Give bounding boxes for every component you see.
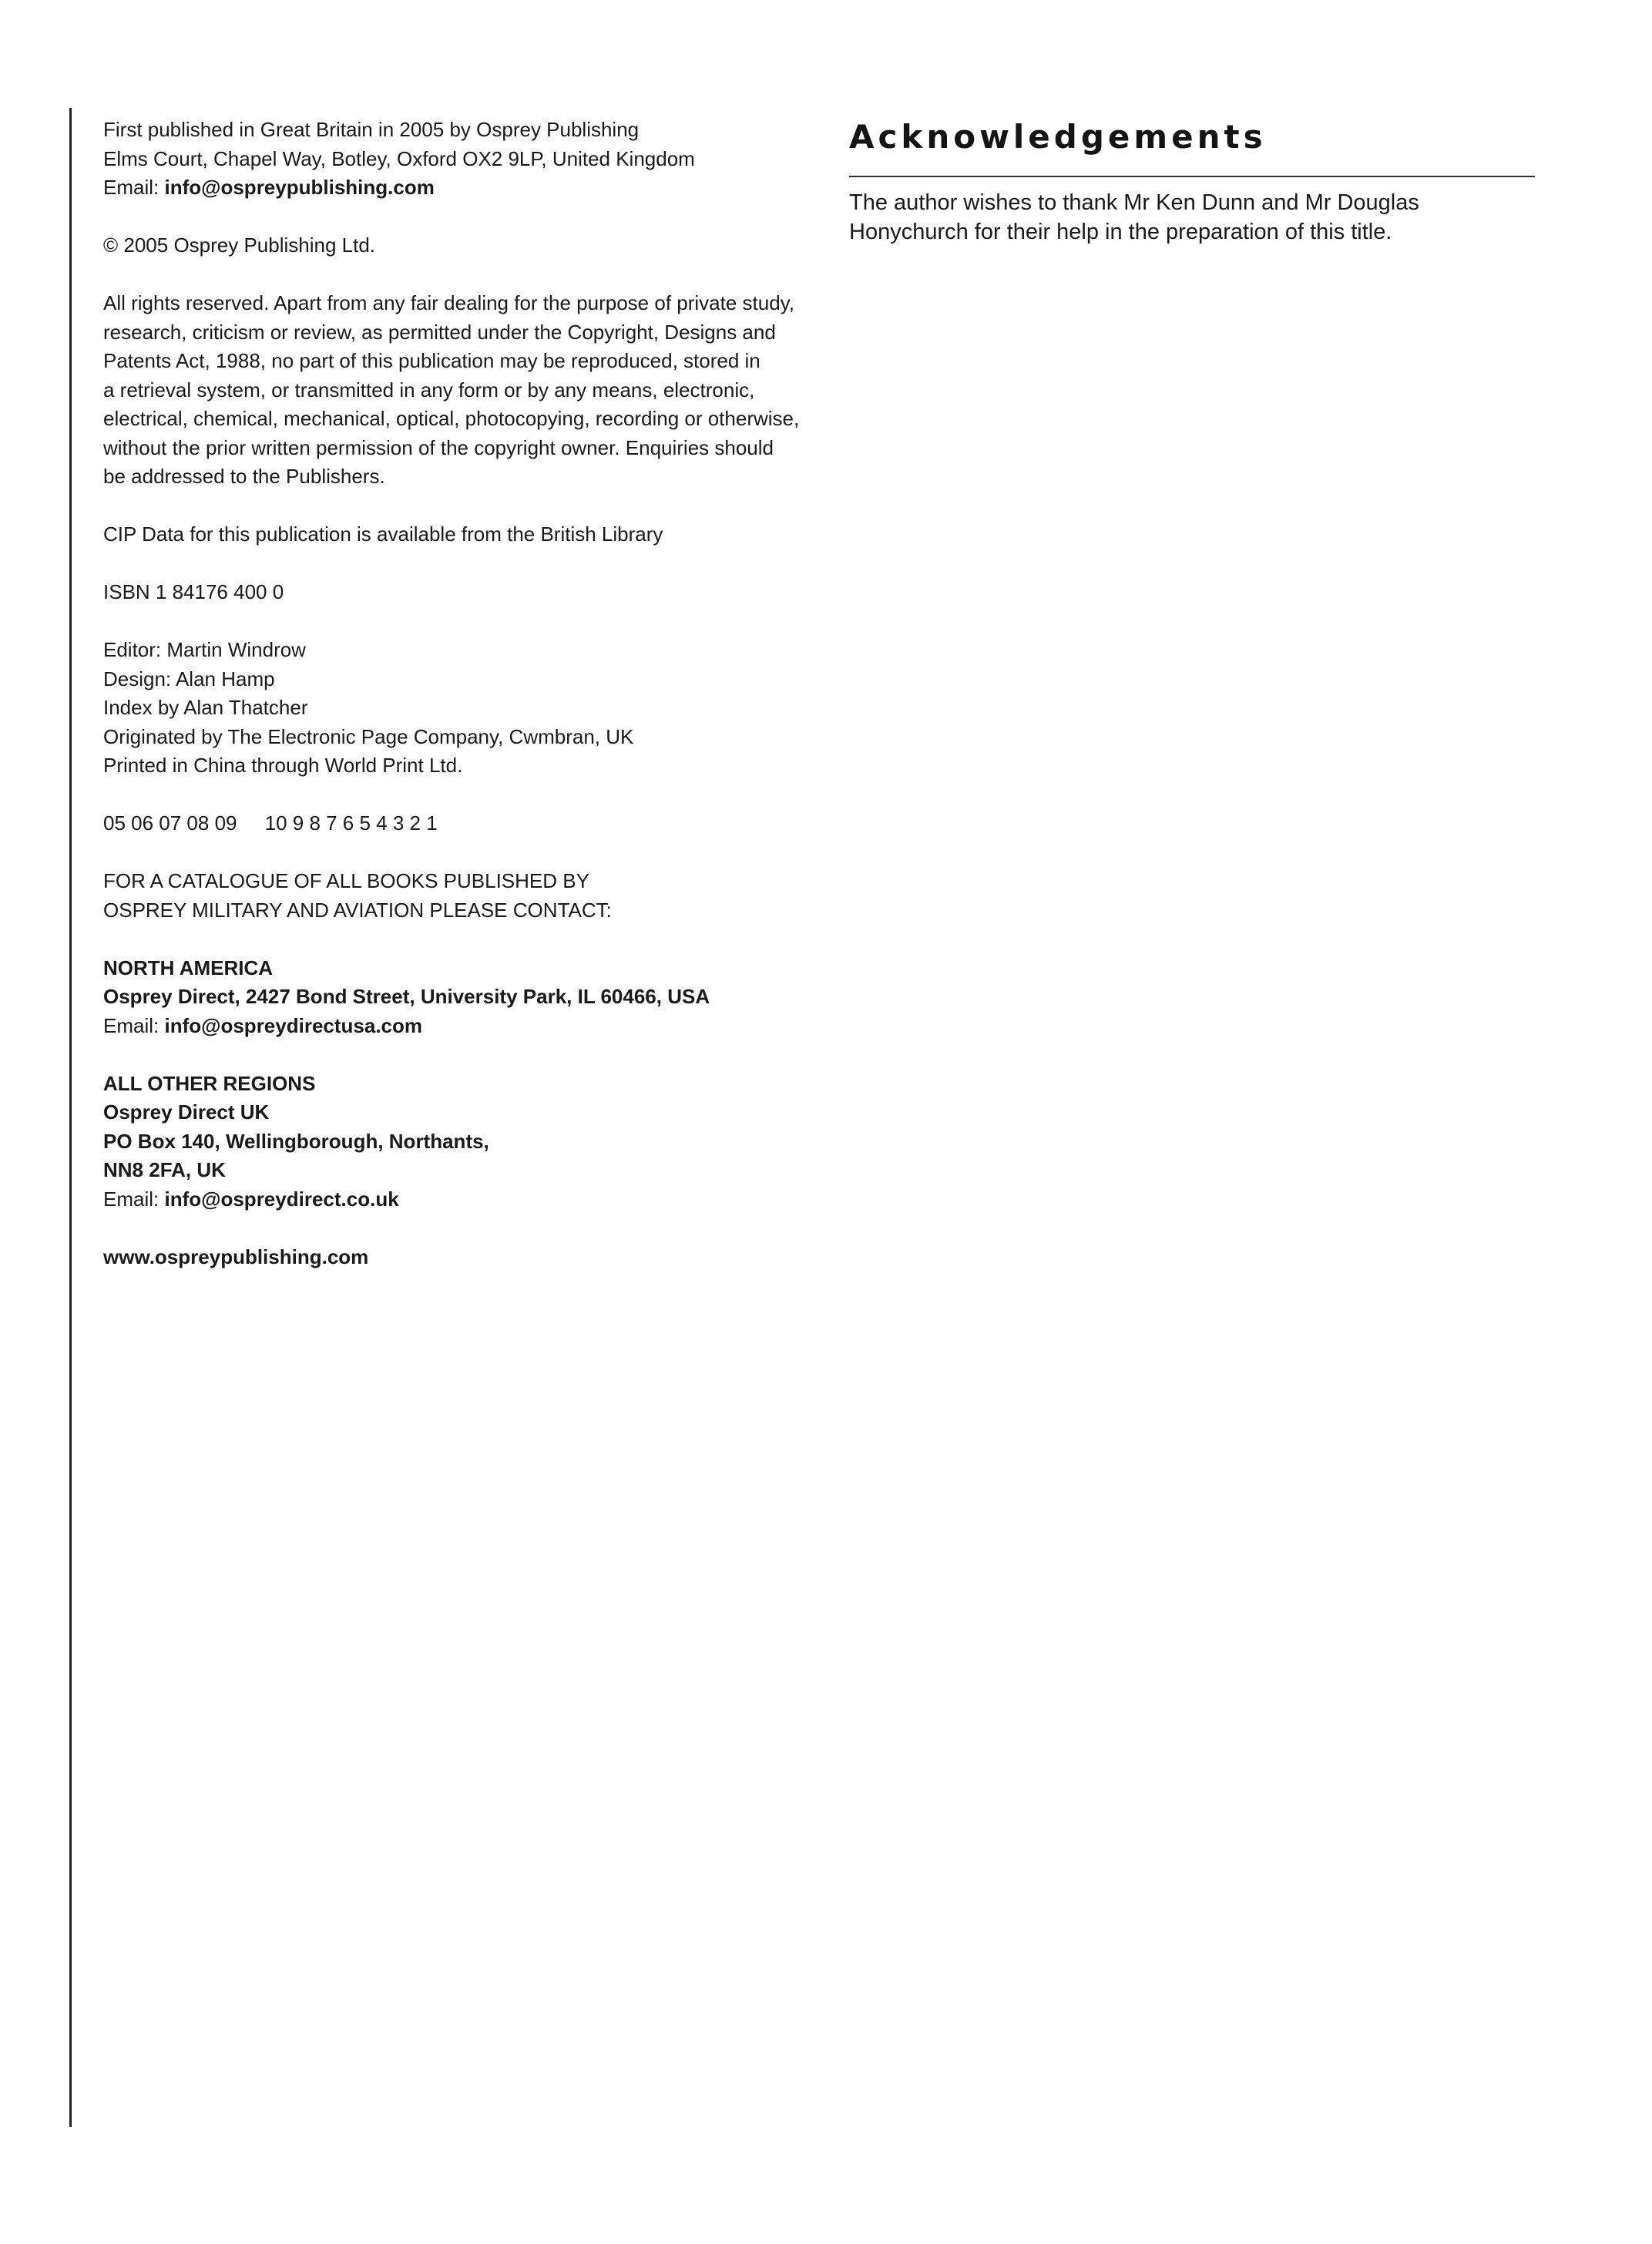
website-link[interactable]: www.ospreypublishing.com (103, 1245, 369, 1268)
email-link[interactable]: info@ospreydirectusa.com (164, 1013, 423, 1037)
region-address: NN8 2FA, UK (103, 1158, 226, 1181)
copyright-notice (103, 231, 797, 260)
isbn-text: ISBN 1 84176 400 0 (103, 580, 284, 603)
credits-block (103, 636, 797, 781)
region-address: Osprey Direct UK (103, 1100, 270, 1124)
publisher-block (103, 116, 797, 203)
rights-line: a retrieval system, or transmitted in any form or by any means, electronic, (103, 378, 755, 401)
acknowledgements-line: The author wishes to thank Mr Ken Dunn and Mr Douglas (849, 190, 1419, 215)
rights-line: All rights reserved. Apart from any fair dealing for the purpose of private study, (103, 291, 794, 314)
rights-line: be addressed to the Publishers. (103, 465, 385, 488)
acknowledgements-heading: Acknowledgements (849, 118, 1267, 156)
region-address: PO Box 140, Wellingborough, Northants, (103, 1129, 489, 1153)
email-link[interactable]: info@ospreypublishing.com (164, 176, 435, 199)
credit-origination: Originated by The Electronic Page Company, Cwmbran, UK (103, 724, 634, 748)
credit-printing: Printed in China through World Print Ltd. (103, 754, 463, 777)
cip-text: CIP Data for this publication is available from the British Library (103, 522, 663, 546)
heading-rule (849, 176, 1535, 177)
publisher-address: Elms Court, Chapel Way, Botley, Oxford OX2 9LP, United Kingdom (103, 146, 695, 170)
acknowledgements-line: Honychurch for their help in the preparation of this title. (849, 220, 1392, 244)
print-line-block (103, 809, 797, 838)
acknowledgements-section (849, 116, 1535, 247)
catalogue-line: FOR A CATALOGUE OF ALL BOOKS PUBLISHED BY (103, 869, 589, 892)
acknowledgements-text (849, 188, 1535, 247)
website-block (103, 1243, 797, 1272)
region-address: Osprey Direct, 2427 Bond Street, University Park, IL 60466, USA (103, 985, 710, 1008)
rights-statement (103, 289, 800, 492)
isbn-block (103, 578, 797, 607)
margin-rule (69, 108, 72, 2127)
catalogue-line: OSPREY MILITARY AND AVIATION PLEASE CONTACT: (103, 898, 612, 922)
cip-notice (103, 520, 797, 549)
rights-line: Patents Act, 1988, no part of this publication may be reproduced, stored in (103, 349, 761, 372)
region-heading: ALL OTHER REGIONS (103, 1071, 316, 1095)
email-label: Email: (103, 1013, 165, 1037)
copyright-text: © 2005 Osprey Publishing Ltd. (103, 233, 376, 257)
email-link[interactable]: info@ospreydirect.co.uk (164, 1187, 399, 1211)
credit-index: Index by Alan Thatcher (103, 696, 308, 719)
imprint-column (103, 116, 800, 1301)
publisher-line: First published in Great Britain in 2005 by Osprey Publishing (103, 118, 640, 141)
publisher-email (103, 173, 797, 203)
email-label: Email: (103, 176, 165, 199)
email-label: Email: (103, 1187, 165, 1211)
other-regions-contact (103, 1070, 797, 1214)
print-line: 05 06 07 08 09 10 9 8 7 6 5 4 3 2 1 (103, 811, 438, 835)
north-america-contact (103, 954, 797, 1041)
region-heading: NORTH AMERICA (103, 956, 274, 979)
region-email (103, 1012, 797, 1041)
rights-line: without the prior written permission of the copyright owner. Enquiries should (103, 435, 774, 459)
credit-design: Design: Alan Hamp (103, 667, 275, 690)
region-email (103, 1185, 797, 1214)
rights-line: electrical, chemical, mechanical, optical, photocopying, recording or otherwise, (103, 407, 800, 430)
catalogue-notice (103, 867, 797, 925)
credit-editor: Editor: Martin Windrow (103, 638, 306, 661)
rights-line: research, criticism or review, as permitted under the Copyright, Designs and (103, 320, 776, 344)
